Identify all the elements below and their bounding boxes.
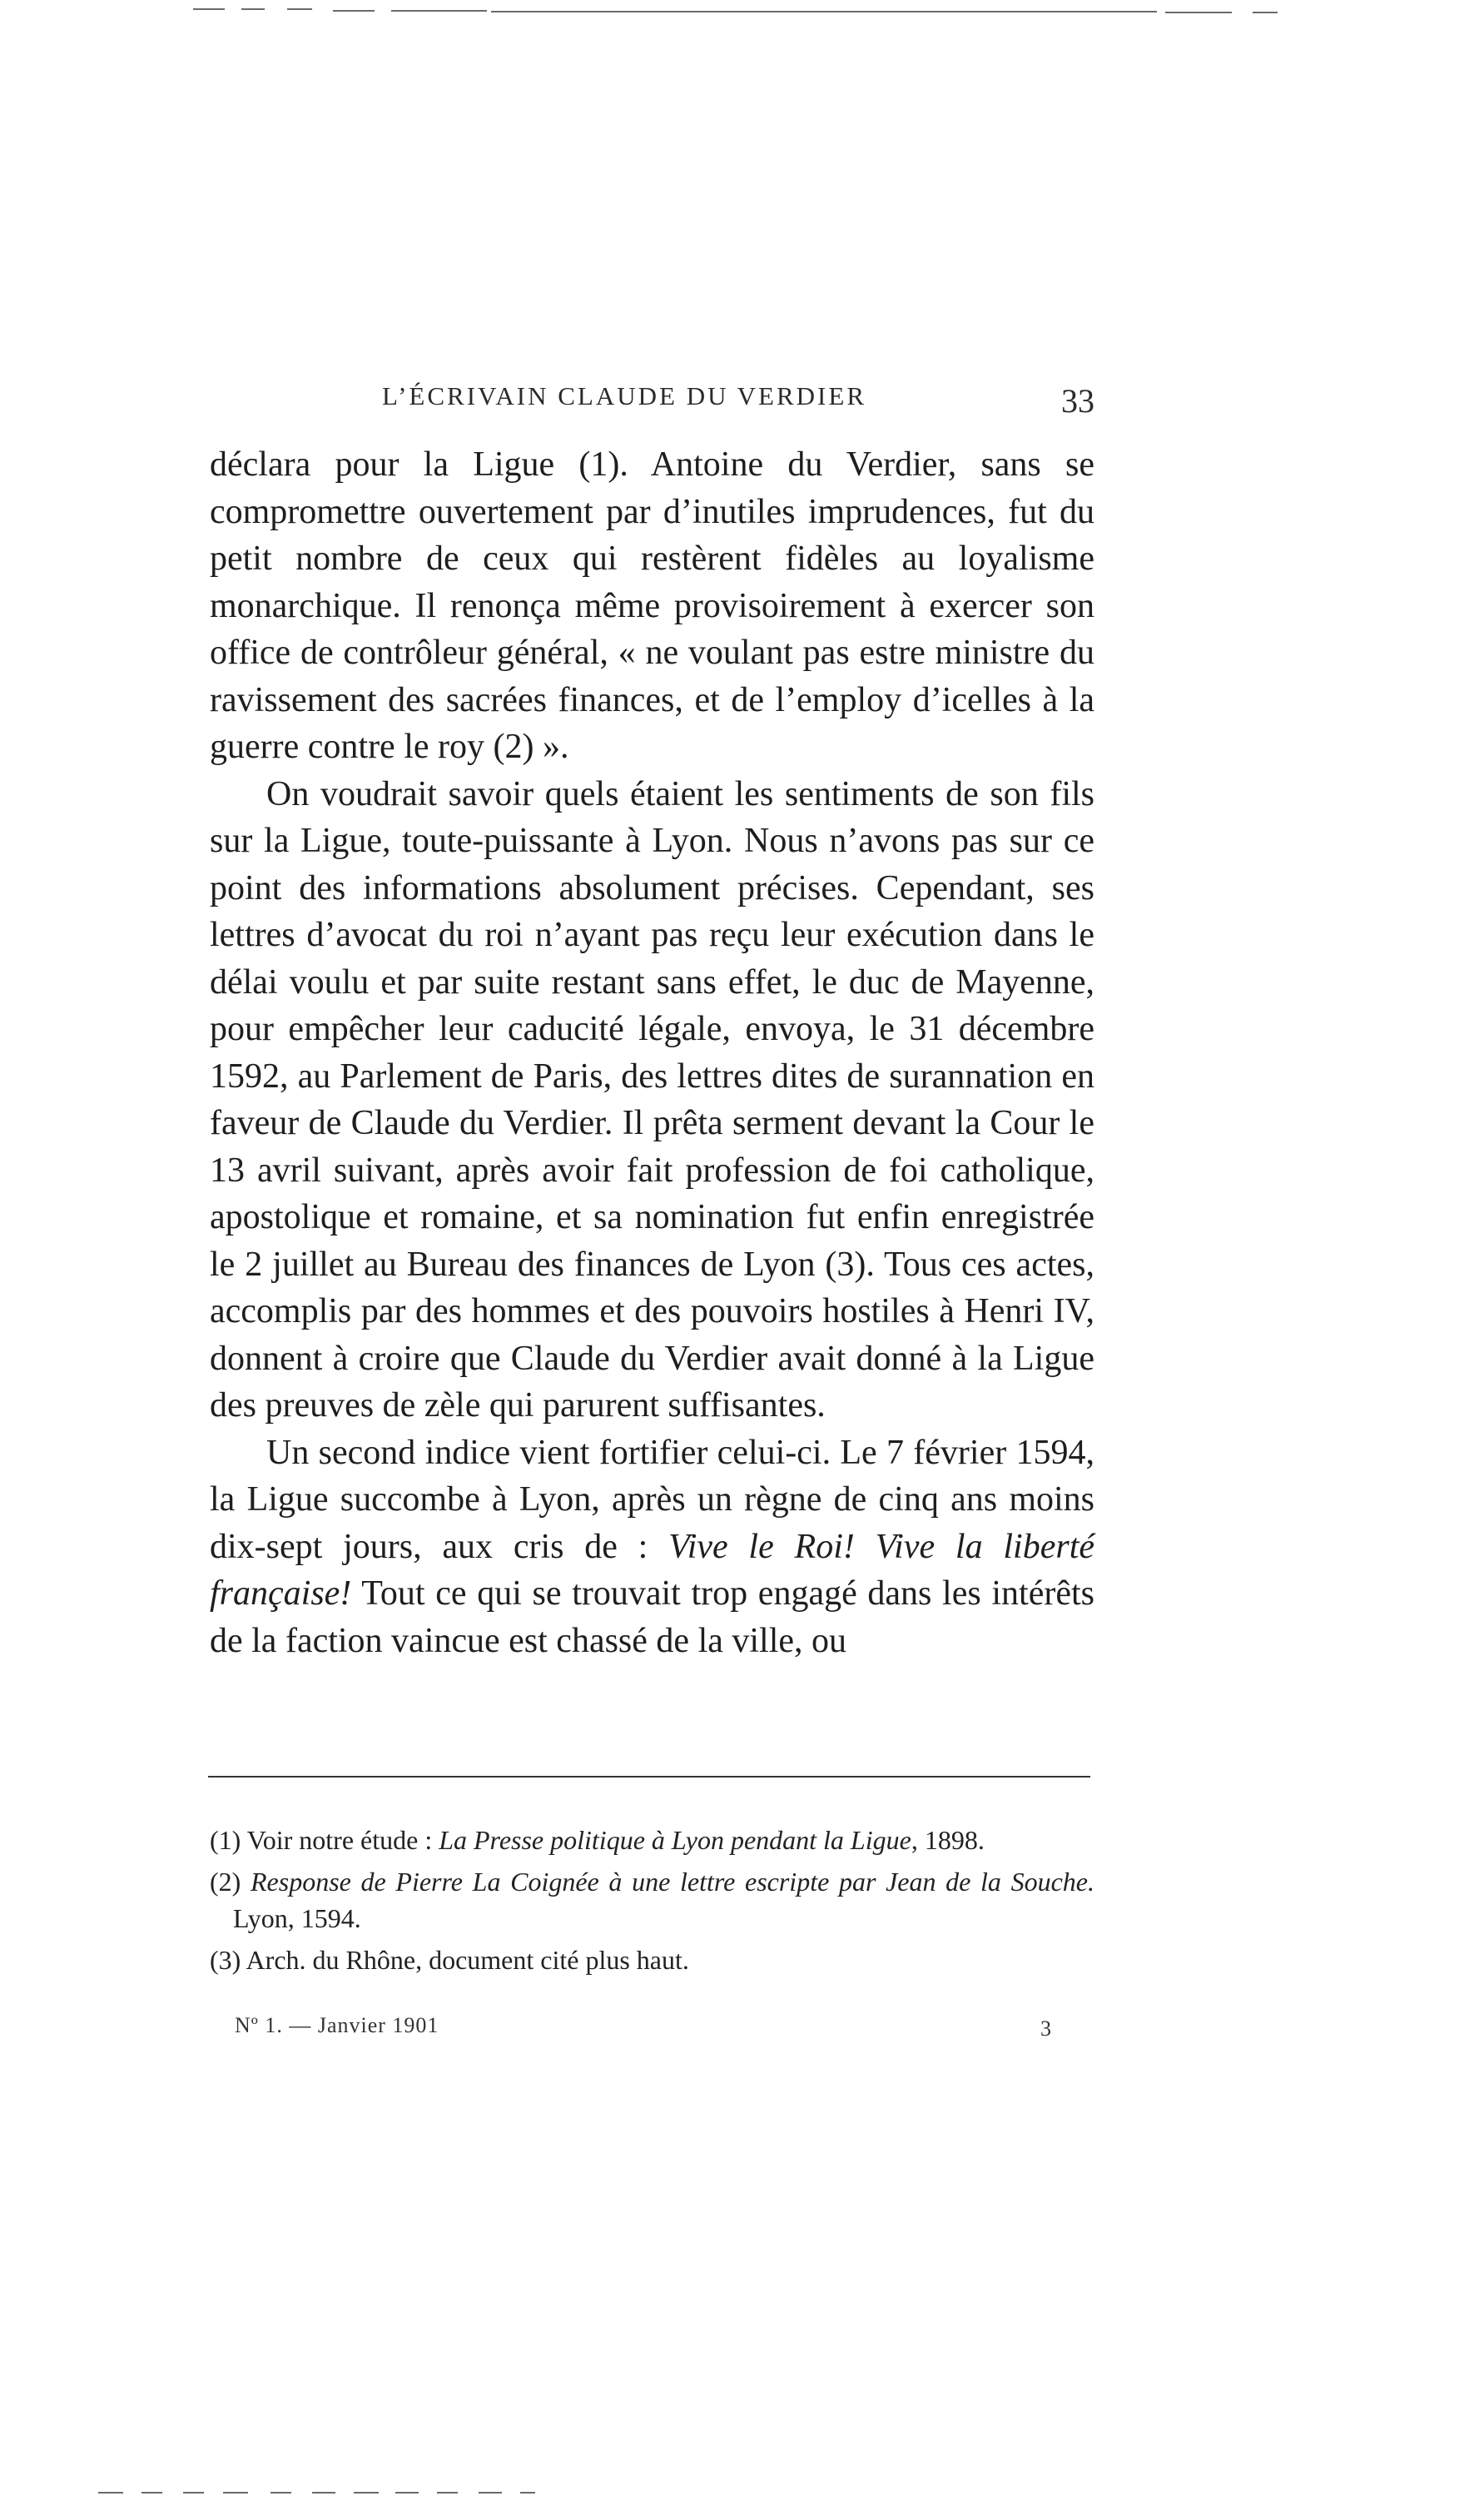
scan-edge-bottom-8 <box>395 2492 419 2494</box>
page-number: 33 <box>1061 382 1094 420</box>
scan-edge-bottom-1 <box>98 2492 123 2494</box>
running-title: L’ÉCRIVAIN CLAUDE DU VERDIER <box>381 381 866 410</box>
scan-edge-bottom-4 <box>223 2492 248 2494</box>
scan-edge-top-6 <box>491 11 1157 12</box>
text-run: Un second indice vient fortifier celui-ci. Le 7 février 1594, la Ligue succombe à Lyon, après un règne de cinq ans moins dix-sept jours, aux cris de : <box>210 1433 1094 1566</box>
paragraph <box>210 441 1094 771</box>
scan-edge-bottom-5 <box>270 2492 291 2494</box>
footnote-rule <box>208 1776 1090 1778</box>
scan-edge-bottom-2 <box>141 2492 162 2494</box>
text-run: (1) Voir notre étude : <box>210 1825 439 1855</box>
text-run: Tout ce qui se trouvait trop engagé dans les intérêts de la faction vaincue est chassé de la ville, ou <box>210 1574 1094 1660</box>
scan-edge-bottom-7 <box>354 2492 379 2494</box>
scan-edge-top-8 <box>1253 12 1278 13</box>
scan-edge-bottom-9 <box>437 2492 458 2494</box>
signature-mark: 3 <box>1040 2016 1052 2041</box>
signature-issue: Nº 1. — Janvier 1901 <box>235 2013 439 2037</box>
italic-text-run: La Presse politique à Lyon pendant la Ligue <box>439 1825 911 1855</box>
footnote <box>210 1822 1094 1858</box>
paragraph <box>210 771 1094 1430</box>
italic-text-run: Response de Pierre La Coignée à une lettre escripte par Jean de la Souche. <box>251 1867 1095 1897</box>
body-text <box>210 441 1094 1664</box>
italic-text-run: Vive le Roi! Vive la liberté française! <box>210 1527 1095 1613</box>
scan-edge-top-1 <box>193 8 225 10</box>
scan-edge-top-3 <box>287 8 312 10</box>
footnote <box>210 1942 1094 1978</box>
scan-edge-top-2 <box>241 8 265 10</box>
scan-edge-top-7 <box>1165 12 1232 13</box>
paragraph <box>210 1430 1094 1665</box>
scan-edge-top-5 <box>391 10 487 12</box>
footnote <box>210 1863 1094 1937</box>
scan-edge-top-4 <box>333 10 375 12</box>
footnotes <box>210 1822 1094 1983</box>
text-run: (2) <box>210 1867 251 1897</box>
scan-edge-bottom-10 <box>479 2492 502 2494</box>
text-run: (3) Arch. du Rhône, document cité plus haut. <box>210 1945 689 1975</box>
signature-line <box>235 2013 1092 2046</box>
text-run: On voudrait savoir quels étaient les sentiments de son fils sur la Ligue, toute-puissante à Lyon. Nous n’avons pas sur ce point des informations absolument précises. Cependant, ses lettres d’avocat du roi n’ayant pas reçu leur exécution dans le délai voulu et par suite restant sans effet, le duc de Mayenne, pour empêcher leur caducité légale, envoya, le 31 décembre 1592, au Parlement de Paris, des lettres dites de surannation en faveur de Claude du Verdier. Il prêta serment devant la Cour le 13 avril suivant, après avoir fait profession de foi catholique, apostolique et romaine, et sa nomination fut enfin enregistrée le 2 juillet au Bureau des finances de Lyon (3). Tous ces actes, accomplis par des hommes et des pouvoirs hostiles à Henri IV, donnent à croire que Claude du Verdier avait donné à la Ligue des preuves de zèle qui parurent suffisantes. <box>210 774 1094 1425</box>
running-header <box>208 381 1094 431</box>
scan-edge-bottom-3 <box>183 2492 204 2494</box>
text-run: , 1898. <box>911 1825 985 1855</box>
text-run: déclara pour la Ligue (1). Antoine du Verdier, sans se compromettre ouvertement par d’inutiles imprudences, fut du petit nombre de ceux qui restèrent fidèles au loyalisme monarchique. Il renonça même provisoirement à exercer son office de contrôleur général, « ne voulant pas estre ministre du ravissement des sacrées finances, et de l’employ d’icelles à la guerre contre le roy (2) ». <box>210 445 1094 766</box>
text-run: Lyon, 1594. <box>233 1903 361 1933</box>
scan-edge-bottom-11 <box>520 2492 535 2494</box>
scan-edge-bottom-6 <box>312 2492 335 2494</box>
